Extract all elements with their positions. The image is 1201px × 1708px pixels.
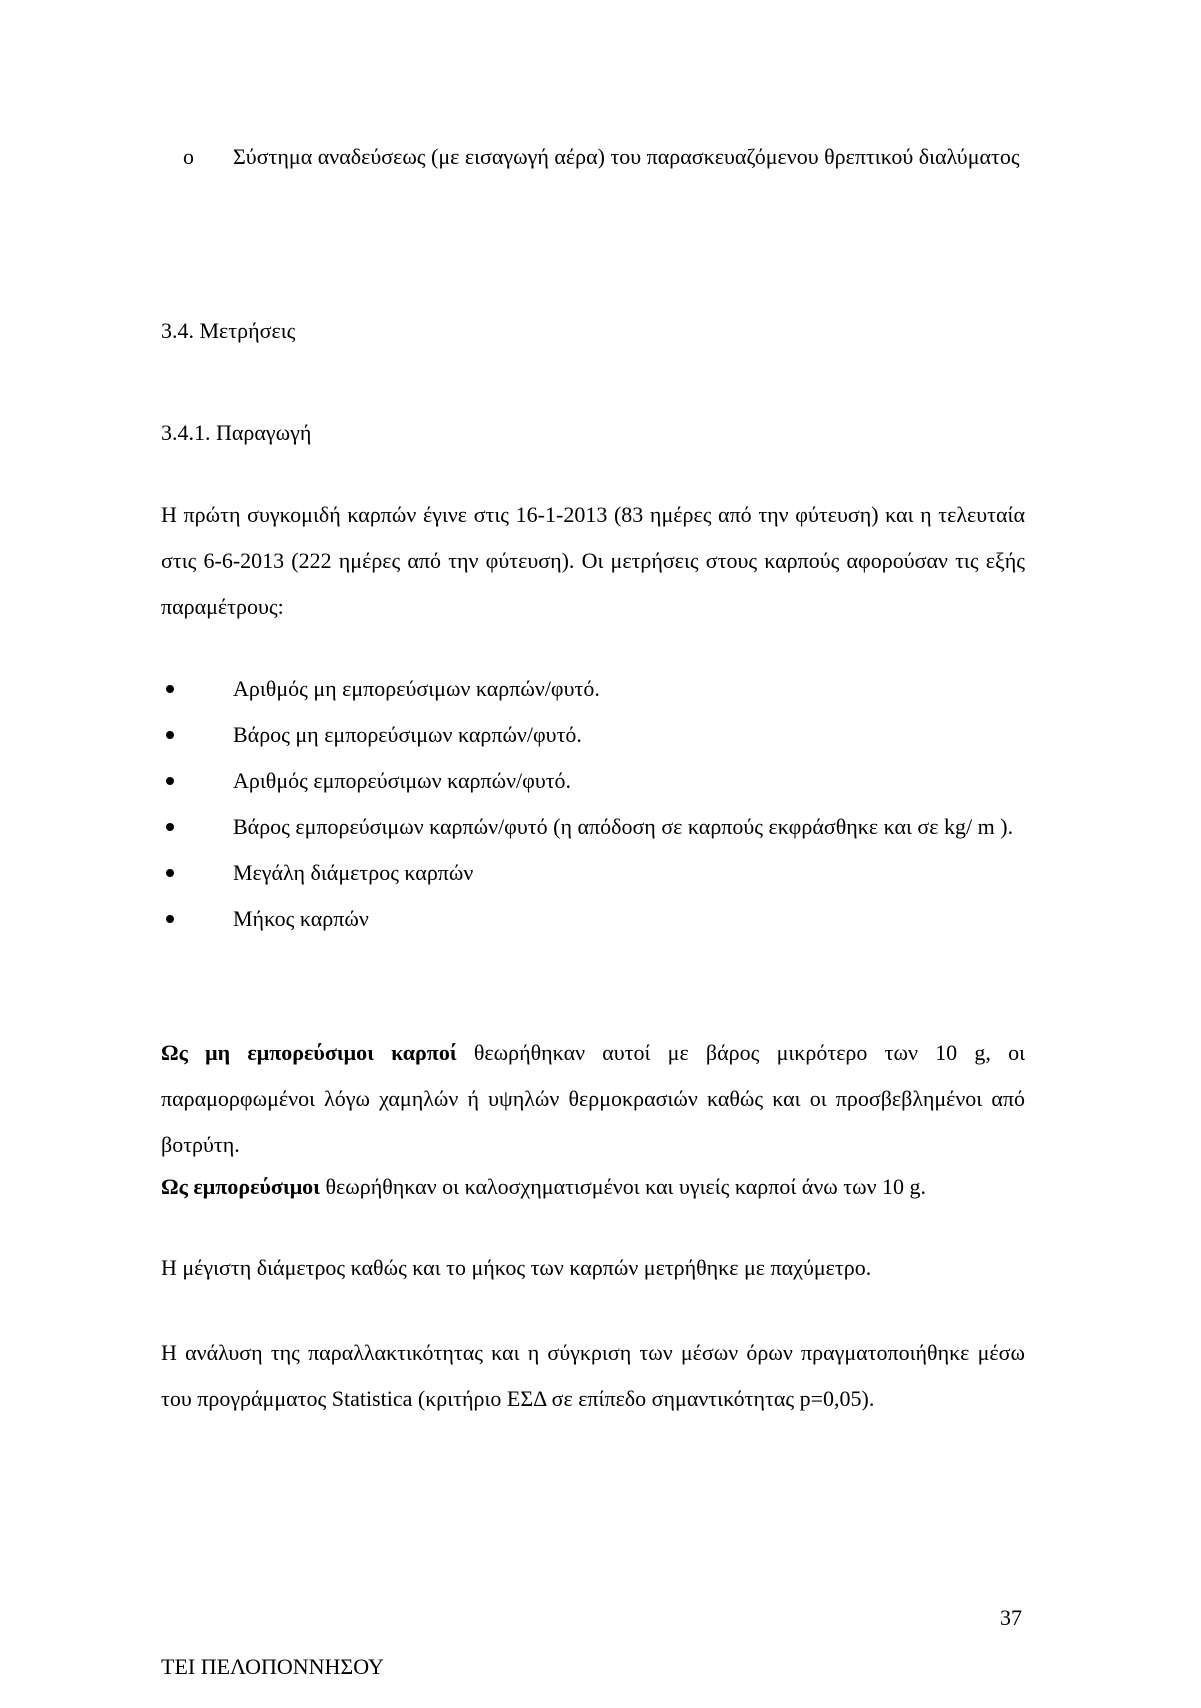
list-item — [161, 758, 1021, 804]
list-item — [161, 896, 1021, 942]
paragraph-harvest: Η πρώτη συγκομιδή καρπών έγινε στις 16-1-2013 (83 ημέρες από την φύτευση) και η τελευταία στις 6-6-2013 (222 ημέρες από την φύτευση). Οι μετρήσεις στους καρπούς αφορούσαν τις εξής παραμέτρους: — [161, 502, 1025, 619]
section-heading: 3.4. Μετρήσεις — [161, 318, 296, 343]
definition-term: Ως μη εμπορεύσιμοι καρποί — [161, 1040, 457, 1065]
list-item — [161, 666, 1021, 712]
bullet-icon — [166, 823, 174, 831]
list-item — [161, 804, 1021, 850]
list-item-text: Βάρος εμπορεύσιμων καρπών/φυτό (η απόδοση σε καρπούς εκφράσθηκε και σε kg/ m ). — [233, 814, 1014, 839]
parameters-list — [161, 666, 1021, 942]
paragraph-analysis: Η ανάλυση της παραλλακτικότητας και η σύγκριση των μέσων όρων πραγματοποιήθηκε μέσω του προγράμματος Statistica (κριτήριο ΕΣΔ σε επίπεδο σημαντικότητας p=0,05). — [161, 1340, 1025, 1411]
bullet-icon — [166, 869, 174, 877]
subsection-heading: 3.4.1. Παραγωγή — [161, 420, 312, 445]
list-item-text: Βάρος μη εμπορεύσιμων καρπών/φυτό. — [233, 722, 582, 747]
paragraph-diameter: Η μέγιστη διάμετρος καθώς και το μήκος των καρπών μετρήθηκε με παχύμετρο. — [161, 1255, 872, 1280]
intro-item-text: Σύστημα αναδεύσεως (με εισαγωγή αέρα) του παρασκευαζόμενου θρεπτικού διαλύματος — [233, 144, 1020, 169]
definition-non-marketable — [161, 1030, 1025, 1168]
definition-text: θεωρήθηκαν αυτοί με βάρος μικρότερο των 10 g, οι παραμορφωμένοι λόγω χαμηλών ή υψηλών θερμοκρασιών καθώς και οι προσβεβλημένοι από βοτρύτη. — [161, 1040, 1026, 1157]
definition-text: θεωρήθηκαν οι καλοσχηματισμένοι και υγιείς καρποί άνω των 10 g. — [325, 1174, 927, 1199]
definition-term: Ως εμπορεύσιμοι — [161, 1174, 320, 1199]
list-item-text: Μήκος καρπών — [233, 906, 369, 931]
bullet-icon — [166, 777, 174, 785]
list-item — [161, 712, 1021, 758]
page-number: 37 — [1000, 1605, 1022, 1630]
list-item-text: Αριθμός εμπορεύσιμων καρπών/φυτό. — [233, 768, 572, 793]
list-item-text: Μεγάλη διάμετρος καρπών — [233, 860, 474, 885]
list-item — [161, 850, 1021, 896]
intro-list-item — [183, 134, 1028, 180]
footer-institution: ΤΕΙ ΠΕΛΟΠΟΝΝΗΣΟΥ — [161, 1654, 384, 1679]
bullet-icon — [166, 915, 174, 923]
list-item-text: Αριθμός μη εμπορεύσιμων καρπών/φυτό. — [233, 676, 600, 701]
bullet-icon — [166, 731, 174, 739]
definition-marketable — [161, 1164, 1025, 1210]
bullet-icon — [166, 685, 174, 693]
hollow-bullet-icon: o — [183, 144, 194, 169]
